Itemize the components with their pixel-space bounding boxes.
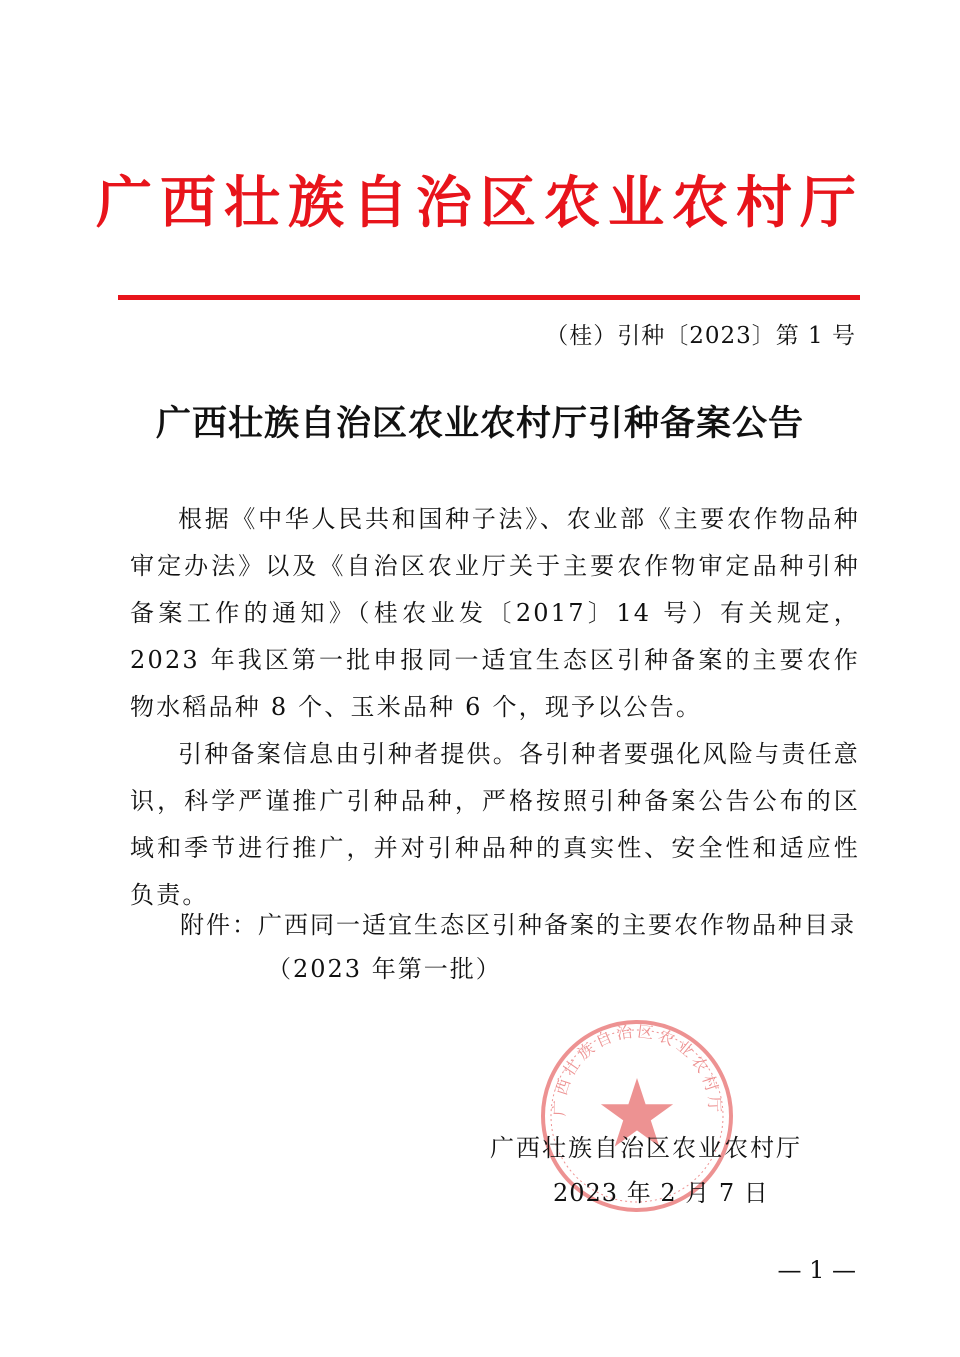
issuing-authority-title: 广西壮族自治区农业农村厅 [96, 170, 864, 236]
attachment-line-2: （2023 年第一批） [267, 955, 502, 983]
document-body [130, 496, 860, 919]
document-number: （桂）引种〔2023〕第 1 号 [545, 323, 856, 349]
signature-date: 2023 年 2 月 7 日 [553, 1179, 769, 1207]
body-paragraph-1: 根据《中华人民共和国种子法》、农业部《主要农作物品种审定办法》以及《自治区农业厅关于主要农作物审定品种引种备案工作的通知》（桂农业发〔2017〕14 号）有关规定，2023 年我区第一批申报同一适宜生态区引种备案的主要农作物水稻品种 8 个、玉米品种 6 个，现予以公告。 [130, 505, 860, 721]
red-header-rule [118, 295, 860, 300]
document-title: 广西壮族自治区农业农村厅引种备案公告 [155, 403, 804, 444]
signature-org: 广西壮族自治区农业农村厅 [490, 1134, 802, 1162]
body-paragraph-2: 引种备案信息由引种者提供。各引种者要强化风险与责任意识，科学严谨推广引种品种，严格按照引种备案公告公布的区域和季节进行推广，并对引种品种的真实性、安全性和适应性负责。 [130, 740, 860, 909]
page-number: — 1 — [777, 1256, 856, 1284]
attachment-line-1: 附件：广西同一适宜生态区引种备案的主要农作物品种目录 [180, 911, 856, 939]
seal-text: 广西壮族自治区农业农村厅 [549, 1021, 725, 1117]
